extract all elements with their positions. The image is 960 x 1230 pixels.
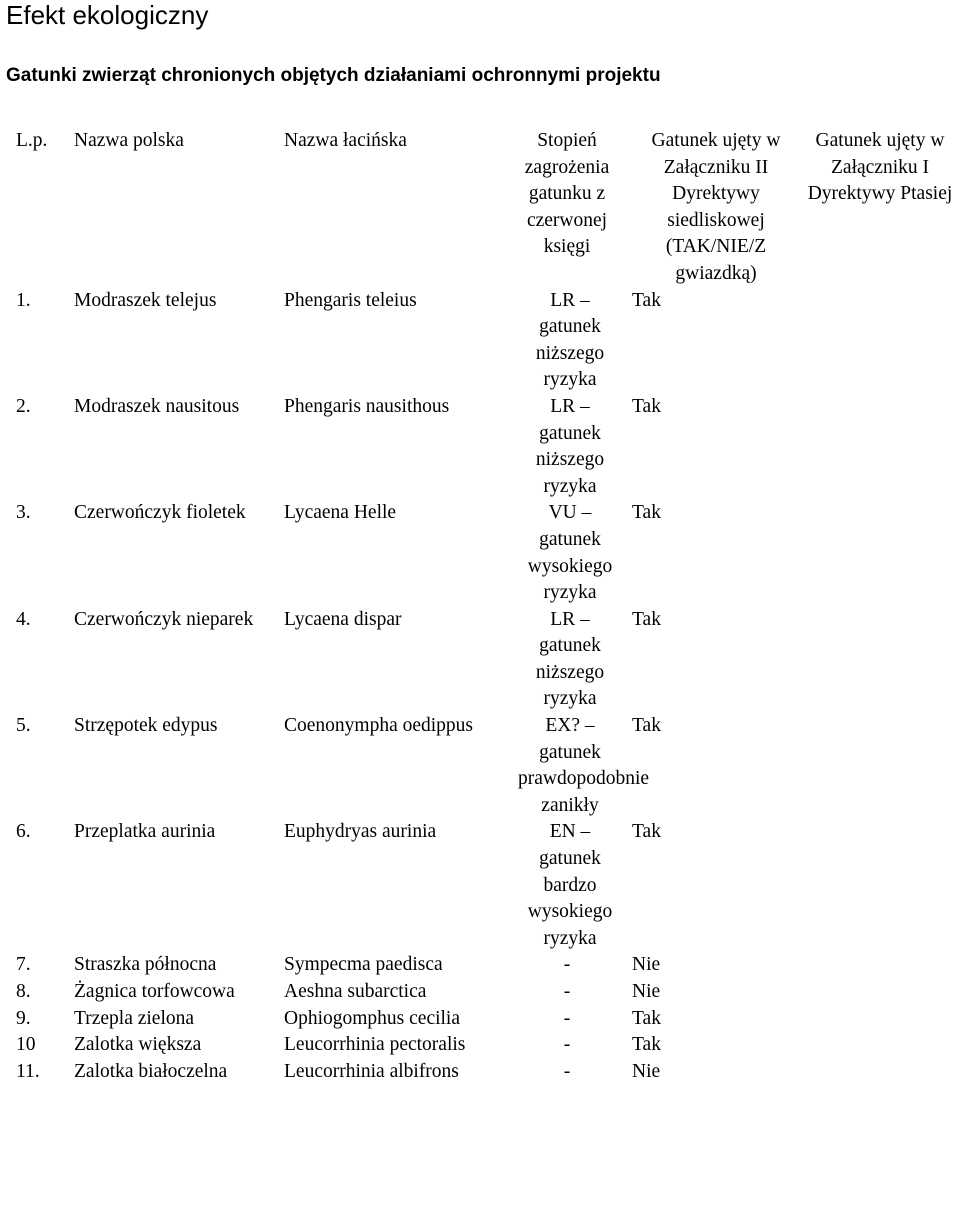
table-row: [16, 607, 956, 713]
cell-birds-directive: [804, 713, 956, 819]
header-status: Stopień zagrożenia gatunku z czerwonej księgi: [524, 130, 610, 258]
table-row: [16, 952, 956, 979]
cell-status: -: [563, 1060, 571, 1082]
cell-lp: 3.: [16, 502, 31, 524]
cell-name-pl: Trzepla zielona: [74, 1007, 195, 1029]
cell-lp: 9.: [16, 1007, 31, 1029]
cell-birds-directive: [804, 979, 956, 1006]
cell-name-pl: Zalotka białoczelna: [74, 1060, 228, 1082]
cell-habitat-directive: Tak: [632, 1034, 661, 1056]
cell-name-lat: Lycaena Helle: [284, 502, 397, 524]
header-name-lat: Nazwa łacińska: [284, 130, 407, 151]
table-row: [16, 1032, 956, 1059]
cell-name-lat: Lycaena dispar: [284, 608, 402, 630]
cell-status: -: [563, 981, 571, 1002]
cell-birds-directive: [804, 607, 956, 713]
cell-birds-directive: [804, 500, 956, 606]
cell-birds-directive: [804, 819, 956, 952]
cell-lp: 4.: [16, 608, 31, 630]
cell-lp: 8.: [16, 981, 31, 1002]
cell-habitat-directive: Tak: [632, 1007, 661, 1029]
cell-name-lat: Sympecma paedisca: [284, 954, 443, 976]
cell-status: LR – gatunek niższego ryzyka: [535, 289, 605, 391]
cell-habitat-directive: Tak: [632, 608, 661, 630]
cell-habitat-directive: Tak: [632, 715, 661, 737]
cell-birds-directive: [804, 394, 956, 500]
cell-status: LR – gatunek niższego ryzyka: [535, 395, 605, 497]
cell-status: -: [563, 954, 571, 976]
cell-name-pl: Czerwończyk nieparek: [74, 608, 254, 630]
cell-lp: 6.: [16, 821, 31, 843]
cell-lp: 11.: [16, 1060, 40, 1082]
table-row: [16, 1059, 956, 1086]
cell-birds-directive: [804, 952, 956, 979]
document-title: Efekt ekologiczny: [6, 0, 209, 30]
cell-name-pl: Modraszek telejus: [74, 289, 217, 311]
cell-habitat-directive: Nie: [632, 954, 661, 976]
cell-status: EN – gatunek bardzo wysokiego ryzyka: [527, 821, 613, 949]
cell-status: -: [563, 1007, 571, 1029]
table-header-row: [16, 128, 956, 288]
cell-birds-directive: [804, 288, 956, 394]
table-row: [16, 288, 956, 394]
table-row: [16, 819, 956, 952]
cell-lp: 1.: [16, 289, 31, 311]
cell-name-lat: Coenonympha oedippus: [284, 715, 474, 737]
header-name-pl: Nazwa polska: [74, 130, 184, 151]
cell-birds-directive: [804, 1032, 956, 1059]
cell-name-lat: Phengaris nausithous: [284, 395, 450, 417]
cell-lp: 2.: [16, 395, 31, 417]
header-habitat-directive: Gatunek ujęty w Załączniku II Dyrektywy siedliskowej (TAK/NIE/Z gwiazdką): [651, 130, 781, 284]
cell-habitat-directive: Nie: [632, 981, 661, 1002]
cell-name-pl: Modraszek nausitous: [74, 395, 240, 417]
cell-name-lat: Leucorrhinia albifrons: [284, 1060, 459, 1082]
table-row: [16, 713, 956, 819]
cell-name-lat: Ophiogomphus cecilia: [284, 1007, 461, 1029]
cell-name-pl: Strzępotek edypus: [74, 715, 218, 737]
cell-habitat-directive: Tak: [632, 502, 661, 524]
cell-name-lat: Aeshna subarctica: [284, 981, 427, 1002]
document-subtitle: Gatunki zwierząt chronionych objętych działaniami ochronnymi projektu: [6, 65, 661, 86]
cell-habitat-directive: Tak: [632, 289, 661, 311]
cell-name-pl: Straszka północna: [74, 954, 217, 976]
table-row: [16, 394, 956, 500]
cell-birds-directive: [804, 1006, 956, 1033]
cell-name-pl: Zalotka większa: [74, 1034, 202, 1056]
cell-name-lat: Leucorrhinia pectoralis: [284, 1034, 466, 1056]
cell-status: EX? – gatunek prawdopodobnie zanikły: [518, 715, 650, 816]
cell-status: LR – gatunek niższego ryzyka: [535, 608, 605, 710]
header-lp: L.p.: [16, 130, 48, 151]
cell-habitat-directive: Nie: [632, 1060, 661, 1082]
cell-name-pl: Czerwończyk fioletek: [74, 502, 246, 524]
species-table: [16, 128, 956, 1085]
cell-status: VU – gatunek wysokiego ryzyka: [527, 502, 613, 604]
cell-status: -: [563, 1034, 571, 1056]
table-row: [16, 500, 956, 606]
table-row: [16, 979, 956, 1006]
cell-name-pl: Przeplatka aurinia: [74, 821, 216, 843]
table-row: [16, 1006, 956, 1033]
header-birds-directive: Gatunek ujęty w Załączniku I Dyrektywy Ptasiej: [807, 130, 953, 205]
cell-lp: 5.: [16, 715, 31, 737]
cell-name-lat: Euphydryas aurinia: [284, 821, 437, 843]
cell-name-pl: Żagnica torfowcowa: [74, 981, 235, 1002]
cell-birds-directive: [804, 1059, 956, 1086]
table-body: [16, 288, 956, 1086]
cell-habitat-directive: Tak: [632, 395, 661, 417]
cell-habitat-directive: Tak: [632, 821, 661, 843]
cell-lp: 7.: [16, 954, 31, 976]
cell-lp: 10: [16, 1034, 36, 1056]
cell-name-lat: Phengaris teleius: [284, 289, 417, 311]
